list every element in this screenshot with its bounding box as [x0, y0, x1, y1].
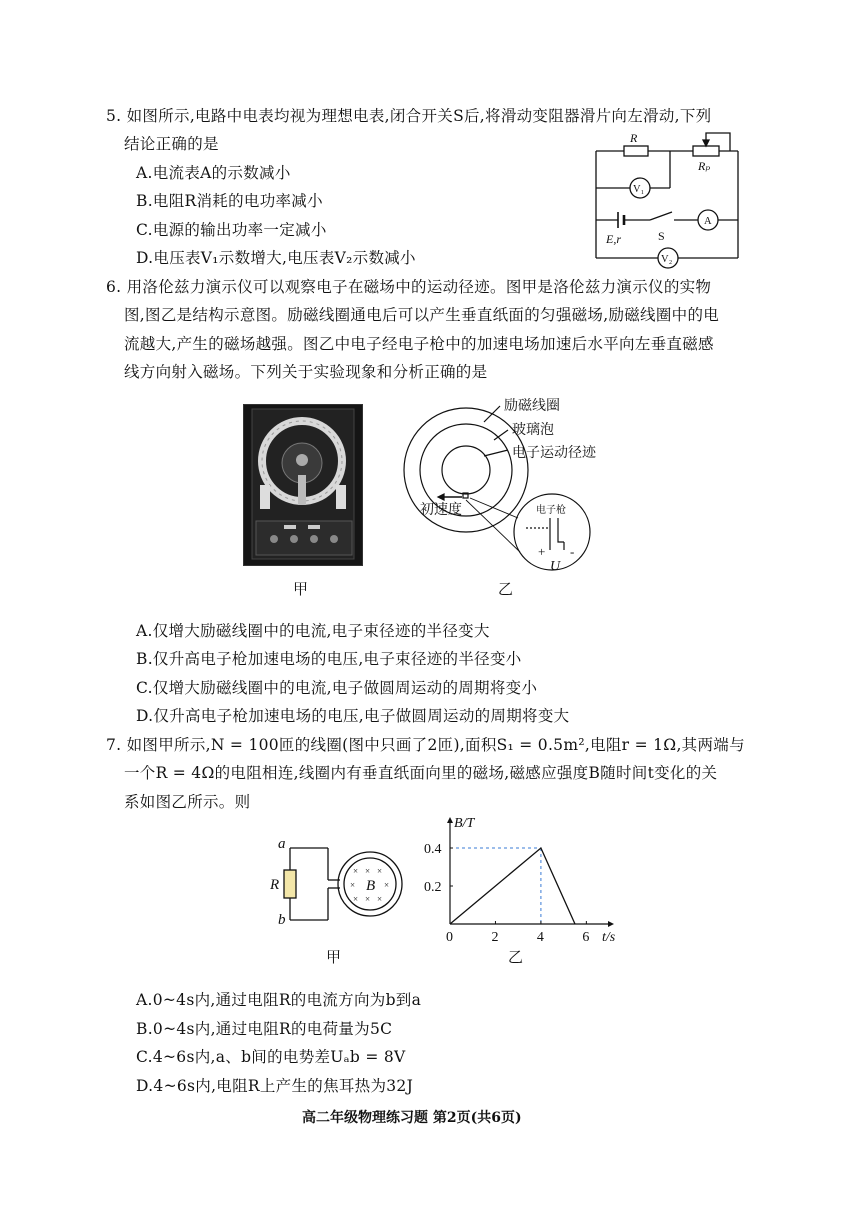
q7-caption-a: 甲 [326, 948, 342, 966]
label-er: E,r [606, 232, 621, 246]
label-bulb: 玻璃泡 [512, 423, 554, 438]
label-a: A [704, 216, 712, 227]
y-tick-label-0.4: 0.4 [424, 842, 442, 857]
label-v2: V₂ [661, 254, 673, 265]
q5-option-c: C.电源的输出功率一定减小 [136, 221, 327, 239]
page-footer: 高二年级物理练习题 第2页(共6页) [302, 1110, 522, 1126]
label-coil: 励磁线圈 [504, 399, 560, 414]
resistor-r [624, 146, 648, 156]
x-tick-label-4: 4 [536, 930, 544, 945]
x-tick-label-0: 0 [446, 930, 453, 945]
q6-stem-line3: 流越大,产生的磁场越强。图乙中电子经电子枪中的加速电场加速后水平向左垂直磁感 [124, 335, 714, 353]
label-minus: - [570, 544, 575, 559]
svg-text:×: × [365, 866, 371, 876]
svg-text:×: × [365, 894, 371, 904]
q5-option-d: D.电压表V₁示数增大,电压表V₂示数减小 [136, 249, 416, 267]
q7-coil-circuit [270, 836, 420, 934]
q6-apparatus-photo [243, 404, 363, 566]
x-axis-label: t/s [602, 930, 616, 945]
q6-option-d: D.仅升高电子枪加速电场的电压,电子做圆周运动的周期将变大 [136, 707, 570, 725]
q5-circuit-diagram [588, 128, 748, 273]
resistor-r [284, 870, 296, 898]
q7-option-d: D.4~6s内,电阻R上产生的焦耳热为32J [136, 1077, 414, 1095]
q5-option-a: A.电流表A的示数减小 [136, 164, 291, 182]
q6-structure-diagram [400, 392, 640, 574]
label-plus: + [538, 544, 546, 559]
q7-option-c: C.4~6s内,a、b间的电势差Uₐb = 8V [136, 1048, 406, 1066]
label-s: S [658, 229, 665, 243]
x-axis-arrow [608, 921, 614, 927]
q6-caption-a: 甲 [293, 580, 309, 598]
q5-stem-line2: 结论正确的是 [124, 135, 219, 153]
y-tick-label-0.2: 0.2 [424, 880, 442, 895]
x-tick-label-6: 6 [582, 930, 590, 945]
q5-stem-line1: 5. 如图所示,电路中电表均视为理想电表,闭合开关S后,将滑动变阻器滑片向左滑动,下列 [106, 107, 712, 125]
y-axis-arrow [447, 817, 453, 823]
q7-stem-line2: 一个R = 4Ω的电阻相连,线圈内有垂直纸面向里的磁场,磁感应强度B随时间t变化的关 [124, 764, 718, 782]
y-axis-label: B/T [454, 816, 475, 831]
q6-stem-line4: 线方向射入磁场。下列关于实验现象和分析正确的是 [124, 363, 488, 381]
q6-caption-b: 乙 [498, 580, 514, 598]
svg-text:×: × [377, 866, 383, 876]
label-r: R [270, 877, 280, 893]
label-initial-velocity: 初速度 [420, 503, 462, 518]
svg-text:×: × [353, 894, 359, 904]
svg-text:×: × [350, 880, 356, 890]
q7-stem-line3: 系如图乙所示。则 [124, 793, 251, 811]
q6-stem-line1: 6. 用洛伦兹力演示仪可以观察电子在磁场中的运动径迹。图甲是洛伦兹力演示仪的实物 [106, 278, 712, 296]
q7-option-a: A.0~4s内,通过电阻R的电流方向为b到a [136, 991, 422, 1009]
q7-caption-b: 乙 [508, 948, 524, 966]
series-line-0 [450, 848, 575, 924]
svg-text:×: × [353, 866, 359, 876]
label-v1: V₁ [633, 184, 645, 195]
label-b-field: B [366, 878, 376, 894]
label-gun: 电子枪 [536, 505, 566, 516]
svg-text:×: × [384, 880, 390, 890]
electron-path-circle [442, 446, 490, 494]
q6-stem-line2: 图,图乙是结构示意图。励磁线圈通电后可以产生垂直纸面的匀强磁场,励磁线圈中的电 [124, 306, 720, 324]
label-path: 电子运动径迹 [512, 446, 596, 461]
q7-stem-line1: 7. 如图甲所示,N = 100匝的线圈(图中只画了2匝),面积S₁ = 0.5m²,电阻r = 1Ω,其两端与 [106, 736, 745, 754]
label-r: R [630, 131, 638, 145]
q6-option-c: C.仅增大励磁线圈中的电流,电子做圆周运动的周期将变小 [136, 679, 538, 697]
rheostat-rp [693, 146, 719, 156]
label-a: a [278, 836, 286, 852]
q7-option-b: B.0~4s内,通过电阻R的电荷量为5C [136, 1020, 393, 1038]
q6-option-b: B.仅升高电子枪加速电场的电压,电子束径迹的半径变小 [136, 650, 522, 668]
label-rp: Rₚ [698, 159, 711, 173]
x-tick-label-2: 2 [491, 930, 499, 945]
q5-option-b: B.电阻R消耗的电功率减小 [136, 192, 323, 210]
label-b: b [278, 912, 286, 928]
switch-s [650, 212, 672, 220]
q7-bt-chart [420, 812, 620, 946]
label-u: U [550, 559, 561, 574]
svg-text:×: × [377, 894, 383, 904]
q6-option-a: A.仅增大励磁线圈中的电流,电子束径迹的半径变大 [136, 622, 490, 640]
